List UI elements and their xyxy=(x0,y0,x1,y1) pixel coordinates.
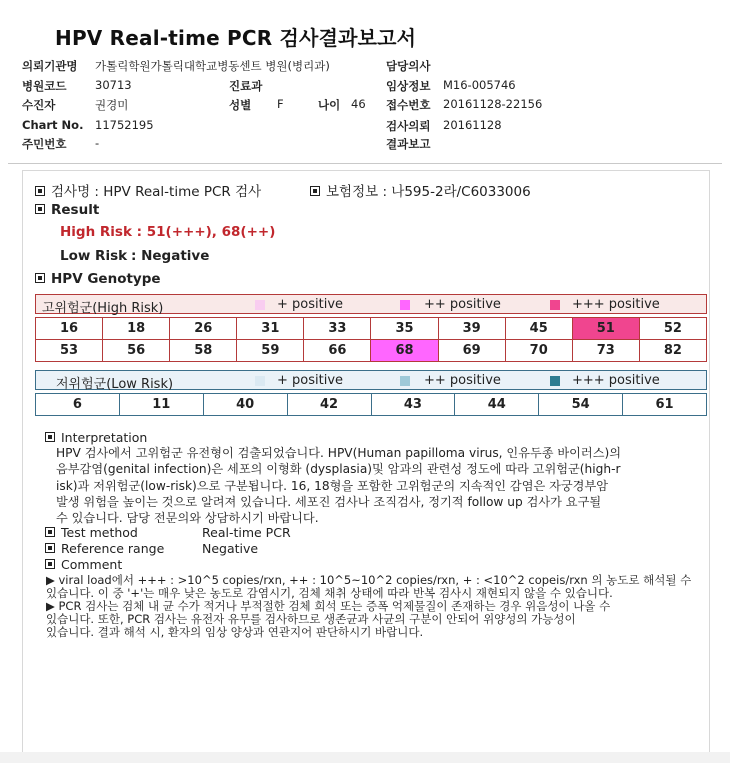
high-risk-legend xyxy=(35,294,707,314)
clinical-info-value: M16-005746 xyxy=(443,78,516,92)
test-method-value: Real-time PCR xyxy=(202,525,291,540)
genotype-cell: 52 xyxy=(639,318,706,340)
high-plus2-label: ++ positive xyxy=(424,297,501,312)
genotype-cell: 58 xyxy=(170,340,237,362)
bullet-square-icon xyxy=(35,204,45,214)
high-plus1-swatch xyxy=(255,300,265,310)
bullet-square-icon xyxy=(45,527,55,537)
reference-range-value: Negative xyxy=(202,541,259,556)
genotype-cell: 16 xyxy=(36,318,103,340)
genotype-cell: 42 xyxy=(287,394,371,416)
interpretation-line: 음부감염(genital infection)은 세포의 이형화 (dysplasia)및 암과의 관련성 정도에 따라 고위험군(high-r xyxy=(56,462,621,477)
resident-no-label: 주민번호 xyxy=(22,137,67,151)
high-risk-result: High Risk : 51(+++), 68(++) xyxy=(60,224,276,240)
department-label: 진료과 xyxy=(229,79,263,93)
low-plus2-label: ++ positive xyxy=(424,373,501,388)
comment-line: ▶ PCR 검사는 검체 내 균 수가 적거나 부적절한 검체 희석 또는 증폭 억제물질이 존재하는 경우 위음성이 나올 수 xyxy=(46,599,611,613)
report-title: HPV Real-time PCR 검사결과보고서 xyxy=(55,26,417,50)
low-plus1-swatch xyxy=(255,376,265,386)
genotype-cell: 44 xyxy=(455,394,539,416)
low-risk-value: : Negative xyxy=(131,248,210,264)
genotype-cell: 54 xyxy=(539,394,623,416)
bullet-square-icon xyxy=(45,543,55,553)
interpretation-heading: Interpretation xyxy=(45,430,147,445)
genotype-cell: 35 xyxy=(371,318,438,340)
comment-text xyxy=(46,574,691,639)
hospital-code-label: 병원코드 xyxy=(22,79,67,93)
genotype-cell: 66 xyxy=(304,340,371,362)
request-date-label: 검사의뢰 xyxy=(386,119,431,133)
low-risk-genotype-table xyxy=(35,393,707,416)
clinical-info-label: 임상정보 xyxy=(386,79,431,93)
insurance-line: 보험정보 : 나595-2라/C6033006 xyxy=(310,180,531,200)
genotype-cell: 31 xyxy=(237,318,304,340)
genotype-cell: 70 xyxy=(505,340,572,362)
genotype-cell: 51 xyxy=(572,318,639,340)
genotype-cell: 43 xyxy=(371,394,455,416)
institution-label: 의뢰기관명 xyxy=(22,59,78,73)
genotype-row xyxy=(36,394,707,416)
high-plus1-label: + positive xyxy=(277,297,344,312)
genotype-cell: 40 xyxy=(203,394,287,416)
genotype-cell: 69 xyxy=(438,340,505,362)
genotype-cell: 11 xyxy=(119,394,203,416)
genotype-row xyxy=(36,340,707,362)
age-value: 46 xyxy=(351,97,366,111)
genotype-cell: 18 xyxy=(103,318,170,340)
low-risk-group-label: 저위험군(Low Risk) xyxy=(56,377,174,392)
result-heading: Result xyxy=(35,202,99,218)
comment-heading: Comment xyxy=(45,557,122,572)
genotype-cell: 59 xyxy=(237,340,304,362)
bullet-square-icon xyxy=(35,186,45,196)
genotype-cell: 73 xyxy=(572,340,639,362)
bullet-square-icon xyxy=(45,432,55,442)
low-risk-legend xyxy=(35,370,707,390)
high-plus3-label: +++ positive xyxy=(572,297,660,312)
comment-line: 있습니다. 또한, PCR 검사는 유전자 유무를 검사하므로 생존균과 사균의 구분이 안되어 위양성의 가능성이 xyxy=(46,612,576,626)
test-name-line: 검사명 : HPV Real-time PCR 검사 xyxy=(35,180,261,200)
report-date-label: 결과보고 xyxy=(386,137,431,151)
comment-line: ▶ viral load에서 +++ : >10^5 copies/rxn, ++ : 10^5~10^2 copies/rxn, + : <10^2 copeis/rxn 의 농도로 해석될 수 xyxy=(46,573,692,587)
interpretation-line: isk)과 저위험군(low-risk)으로 구분됩니다. 16, 18형을 포함한 고위험군의 지속적인 감염은 자궁경부암 xyxy=(56,478,608,493)
genotype-cell: 6 xyxy=(36,394,120,416)
interpretation-text xyxy=(56,445,621,526)
interpretation-line: 발생 위험을 높이는 것으로 알려져 있습니다. 세포진 검사나 조직검사, 정기적 follow up 검사가 요구될 xyxy=(56,494,602,509)
test-method-label: Test method xyxy=(45,525,138,540)
request-date-value: 20161128 xyxy=(443,118,502,132)
low-plus2-swatch xyxy=(400,376,410,386)
sex-label: 성별 xyxy=(229,98,252,112)
receipt-no-value: 20161128-22156 xyxy=(443,97,543,111)
chart-no-label: Chart No. xyxy=(22,118,84,132)
high-risk-label: 고위험군(High Risk) xyxy=(42,301,164,316)
comment-line: 있습니다. 결과 해석 시, 환자의 임상 양상과 연관지어 판단하시기 바랍니다. xyxy=(46,625,424,639)
high-plus2-swatch xyxy=(400,300,410,310)
resident-no-value: - xyxy=(95,136,100,150)
bullet-square-icon xyxy=(35,273,45,283)
high-risk-genotype-table xyxy=(35,317,707,362)
page-bottom-strip xyxy=(0,752,730,763)
genotype-cell: 39 xyxy=(438,318,505,340)
genotype-cell: 61 xyxy=(623,394,707,416)
patient-value: 권경미 xyxy=(95,98,129,112)
genotype-cell: 82 xyxy=(639,340,706,362)
high-plus3-swatch xyxy=(550,300,560,310)
patient-label: 수진자 xyxy=(22,98,56,112)
age-label: 나이 xyxy=(318,98,341,112)
sex-value: F xyxy=(277,97,284,111)
genotype-cell: 53 xyxy=(36,340,103,362)
interpretation-line: 수 있습니다. 담당 전문의와 상담하시기 바랍니다. xyxy=(56,511,319,526)
low-plus3-label: +++ positive xyxy=(572,373,660,388)
genotype-heading: HPV Genotype xyxy=(35,271,161,287)
doctor-label: 담당의사 xyxy=(386,59,431,73)
genotype-cell: 56 xyxy=(103,340,170,362)
genotype-cell: 33 xyxy=(304,318,371,340)
genotype-row xyxy=(36,318,707,340)
receipt-no-label: 접수번호 xyxy=(386,98,431,112)
hospital-code-value: 30713 xyxy=(95,78,132,92)
interpretation-line: HPV 검사에서 고위험군 유전형이 검출되었습니다. HPV(Human papilloma virus, 인유두종 바이러스)의 xyxy=(56,446,622,460)
bullet-square-icon xyxy=(45,559,55,569)
low-risk-label: Low Risk xyxy=(60,248,128,264)
low-plus3-swatch xyxy=(550,376,560,386)
institution-value: 가톨릭학원가톨릭대학교병동센트 병원(병리과) xyxy=(95,59,330,73)
genotype-cell: 26 xyxy=(170,318,237,340)
comment-line: 있습니다. 이 중 '+'는 매우 낮은 농도로 감염시기, 검체 채취 상태에 따라 반복 검사시 재현되지 않을 수 있습니다. xyxy=(46,586,613,600)
reference-range-label: Reference range xyxy=(45,541,164,556)
genotype-cell: 68 xyxy=(371,340,438,362)
chart-no-value: 11752195 xyxy=(95,118,154,132)
header-divider xyxy=(8,163,722,164)
genotype-cell: 45 xyxy=(505,318,572,340)
bullet-square-icon xyxy=(310,186,320,196)
low-plus1-label: + positive xyxy=(277,373,344,388)
